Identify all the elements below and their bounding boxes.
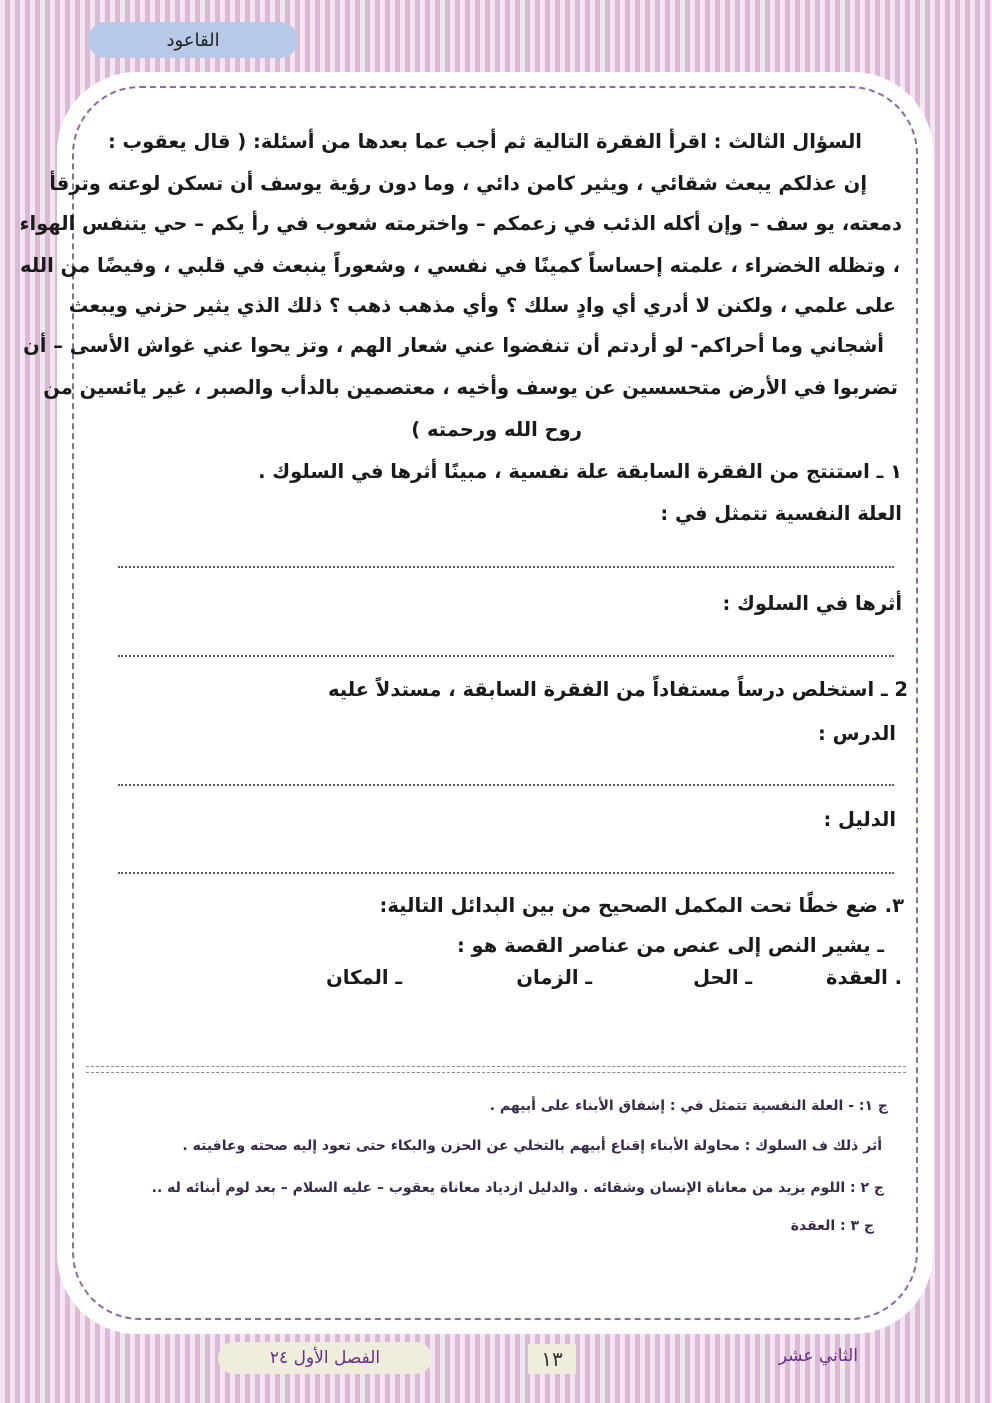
q2-lesson-label: الدرس : xyxy=(818,722,896,745)
q2-text: 2 ـ استخلص درساً مستفاداً من الفقرة السابقة ، مستدلاً عليه xyxy=(327,678,908,701)
q3-option-4[interactable]: ـ المكان xyxy=(326,966,402,989)
q3-option-2[interactable]: ـ الحل xyxy=(693,966,752,989)
passage-line-7: تضربوا في الأرض متحسسين عن يوسف وأخيه ، معتصمين بالدأب والصبر ، غير يائسين من xyxy=(43,376,898,399)
footer-term: الفصل الأول ٢٤ xyxy=(218,1342,432,1374)
passage-line-3: دمعته، يو سف – وإن أكله الذئب في زعمكم – واخترمته شعوب في رأ يكم – حي يتنفس الهواء xyxy=(19,212,902,235)
answer-1: ج ١: - العلة النفسية تتمثل في : إشفاق الأبناء على أبيهم . xyxy=(489,1098,888,1114)
q3-text: ٣. ضع خطًا تحت المكمل الصحيح من بين البدائل التالية: xyxy=(379,894,904,917)
q1-cause-label: العلة النفسية تتمثل في : xyxy=(660,502,902,525)
passage-line-6: أشجاني وما أحراكم- لو أردتم أن تنفضوا عني شعار الهم ، وتز يحوا عني غواش الأسى – أن xyxy=(23,334,884,357)
answer-line-4[interactable] xyxy=(118,872,894,874)
q3-option-3[interactable]: ـ الزمان xyxy=(516,966,592,989)
question-intro-line-1: السؤال الثالث : اقرأ الفقرة التالية ثم أجب عما بعدها من أسئلة: ( قال يعقوب : xyxy=(107,130,862,153)
q1-text: ١ ـ استنتج من الفقرة السابقة علة نفسية ، مبينًا أثرها في السلوك . xyxy=(258,460,902,483)
q3-option-1[interactable]: . العقدة xyxy=(825,966,902,989)
passage-line-8: روح الله ورحمته ) xyxy=(411,418,582,441)
answer-3: ج ٣ : العقدة xyxy=(790,1218,874,1234)
answer-2: ج ٢ : اللوم يزيد من معاناة الإنسان وشقائه . والدليل ازدياد معاناة يعقوب – عليه السلام – بعد لوم أبنائه له .. xyxy=(151,1180,884,1196)
answer-separator xyxy=(86,1066,906,1073)
answer-1-effect: أثر ذلك ف السلوك : محاولة الأبناء إقناع أبيهم بالتخلي عن الحزن والبكاء حتى تعود إليه صحته وعافيته . xyxy=(182,1138,882,1154)
passage-line-5: على علمي ، ولكنن لا أدري أي وادٍ سلك ؟ وأي مذهب ذهب ؟ ذلك الذي يثير حزني ويبعث xyxy=(68,294,896,317)
passage-line-2: إن عذلكم يبعث شقائي ، ويثير كامن دائي ، وما دون رؤية يوسف أن تسكن لوعته وترقأ xyxy=(49,172,867,195)
answer-line-2[interactable] xyxy=(118,655,894,657)
page-number: ١٣ xyxy=(528,1344,576,1374)
q2-evidence-label: الدليل : xyxy=(823,808,896,831)
q1-effect-label: أثرها في السلوك : xyxy=(722,592,902,615)
author-tab: القاعود xyxy=(88,22,298,58)
passage-line-4: ، وتظله الخضراء ، علمته إحساساً كمينًا في نفسي ، وشعوراً ينبعث في قلبي ، وفيضًا من الله xyxy=(20,254,900,277)
answer-line-3[interactable] xyxy=(118,784,894,786)
answer-line-1[interactable] xyxy=(118,566,894,568)
footer-grade: الثاني عشر xyxy=(778,1346,858,1366)
q3-stem: ـ يشير النص إلى عنص من عناصر القصة هو : xyxy=(456,934,884,957)
